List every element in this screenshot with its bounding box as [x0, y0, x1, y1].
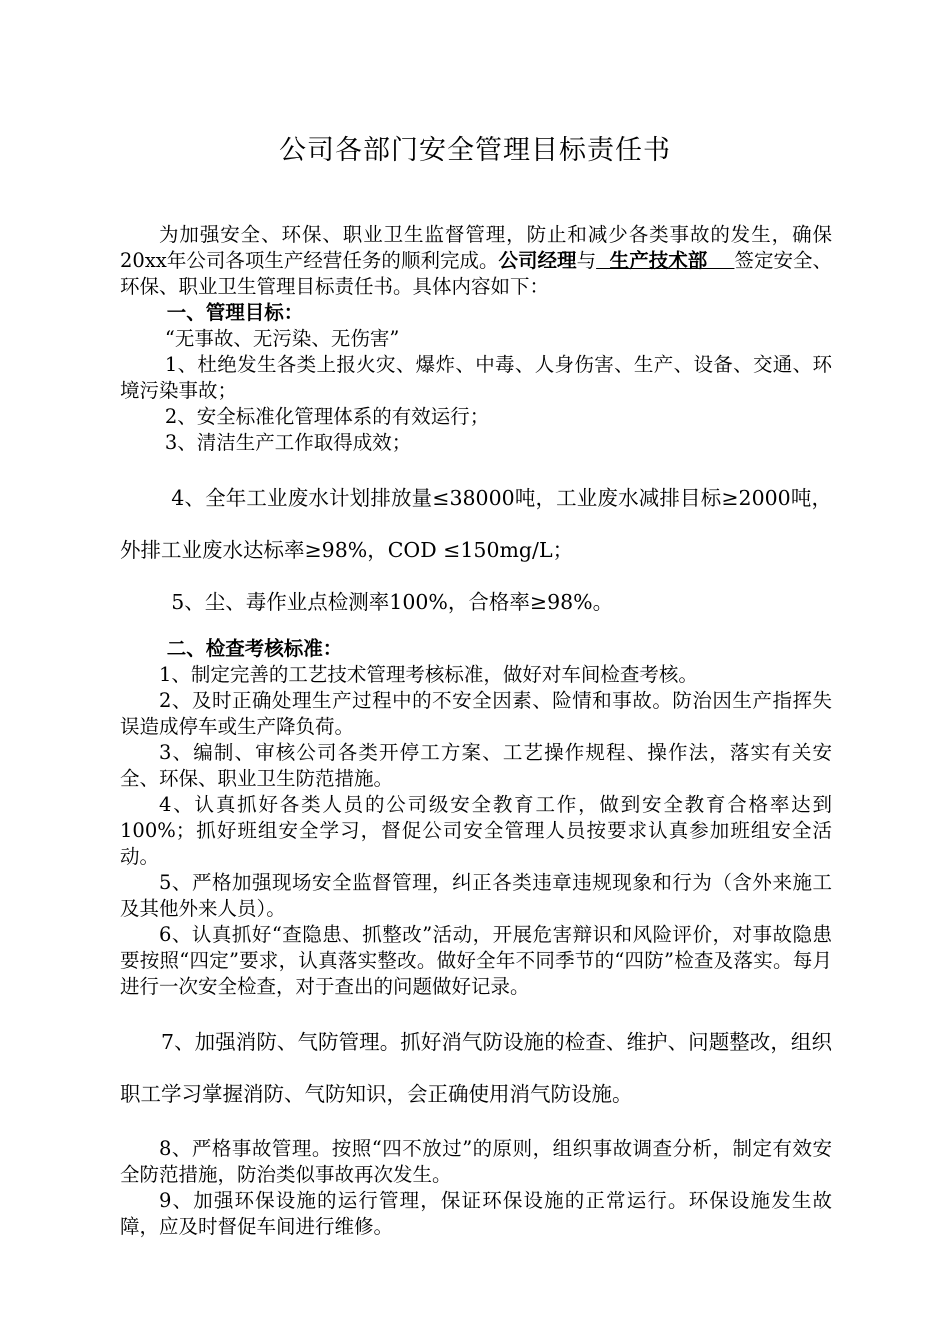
section1-item-5: 5、尘、毒作业点检测率100%，合格率≥98%。 — [171, 590, 614, 614]
section1-item-1: 1、杜绝发生各类上报火灾、爆炸、中毒、人身伤害、生产、设备、交通、环境污染事故； — [120, 353, 832, 402]
section2-item-1: 1、制定完善的工艺技术管理考核标准，做好对车间检查考核。 — [159, 663, 698, 686]
party-a: 公司经理 — [498, 249, 577, 272]
section1-slogan: “无事故、无污染、无伤害” — [164, 327, 400, 350]
party-b: 生产技术部 — [596, 249, 735, 272]
document-title: 公司各部门安全管理目标责任书 — [279, 135, 671, 166]
section1-item-4: 4、全年工业废水计划排放量≤38000吨，工业废水减排目标≥2000吨，外排工业废水达标率≥98%，COD ≤150mg/L； — [120, 486, 832, 562]
section1-item-2: 2、安全标准化管理体系的有效运行； — [164, 405, 490, 428]
section2-heading: 二、检查考核标准： — [166, 637, 343, 660]
section2-item-3: 3、编制、审核公司各类开停工方案、工艺操作规程、操作法，落实有关安全、环保、职业卫生防范措施。 — [120, 741, 832, 790]
document-body — [120, 222, 832, 1240]
section2-item-8: 8、严格事故管理。按照“四不放过”的原则，组织事故调查分析，制定有效安全防范措施，防治类似事故再次发生。 — [120, 1137, 832, 1186]
section2-item-2: 2、及时正确处理生产过程中的不安全因素、险情和事故。防治因生产指挥失误造成停车或生产降负荷。 — [120, 689, 832, 738]
intro-text-1: 为加强安全、环保、职业卫生监督管理，防止和减少各类事故的发生，确保20xx年公司各项生产经营任务的顺利完成。 — [120, 223, 832, 272]
intro-connector: 与 — [576, 249, 597, 272]
section1-heading: 一、管理目标： — [166, 301, 304, 324]
section2-item-5: 5、严格加强现场安全监督管理，纠正各类违章违规现象和行为（含外来施工及其他外来人员）。 — [120, 871, 832, 920]
intro-text-2: 签定安全、环保、职业卫生管理目标责任书。具体内容如下： — [120, 249, 832, 298]
intro-paragraph — [120, 222, 832, 300]
section2-item-4: 4、认真抓好各类人员的公司级安全教育工作，做到安全教育合格率达到100%；抓好班组安全学习，督促公司安全管理人员按要求认真参加班组安全活动。 — [120, 793, 832, 868]
section1-item-3: 3、清洁生产工作取得成效； — [164, 431, 412, 454]
section2-item-6: 6、认真抓好“查隐患、抓整改”活动，开展危害辩识和风险评价，对事故隐患要按照“四定”要求，认真落实整改。做好全年不同季节的“四防”检查及落实。每月进行一次安全检查，对于查出的问题做好记录。 — [120, 923, 832, 998]
section2-item-7: 7、加强消防、气防管理。抓好消气防设施的检查、维护、问题整改，组织职工学习掌握消防、气防知识，会正确使用消气防设施。 — [120, 1030, 832, 1106]
section2-item-9: 9、加强环保设施的运行管理，保证环保设施的正常运行。环保设施发生故障，应及时督促车间进行维修。 — [120, 1189, 832, 1238]
